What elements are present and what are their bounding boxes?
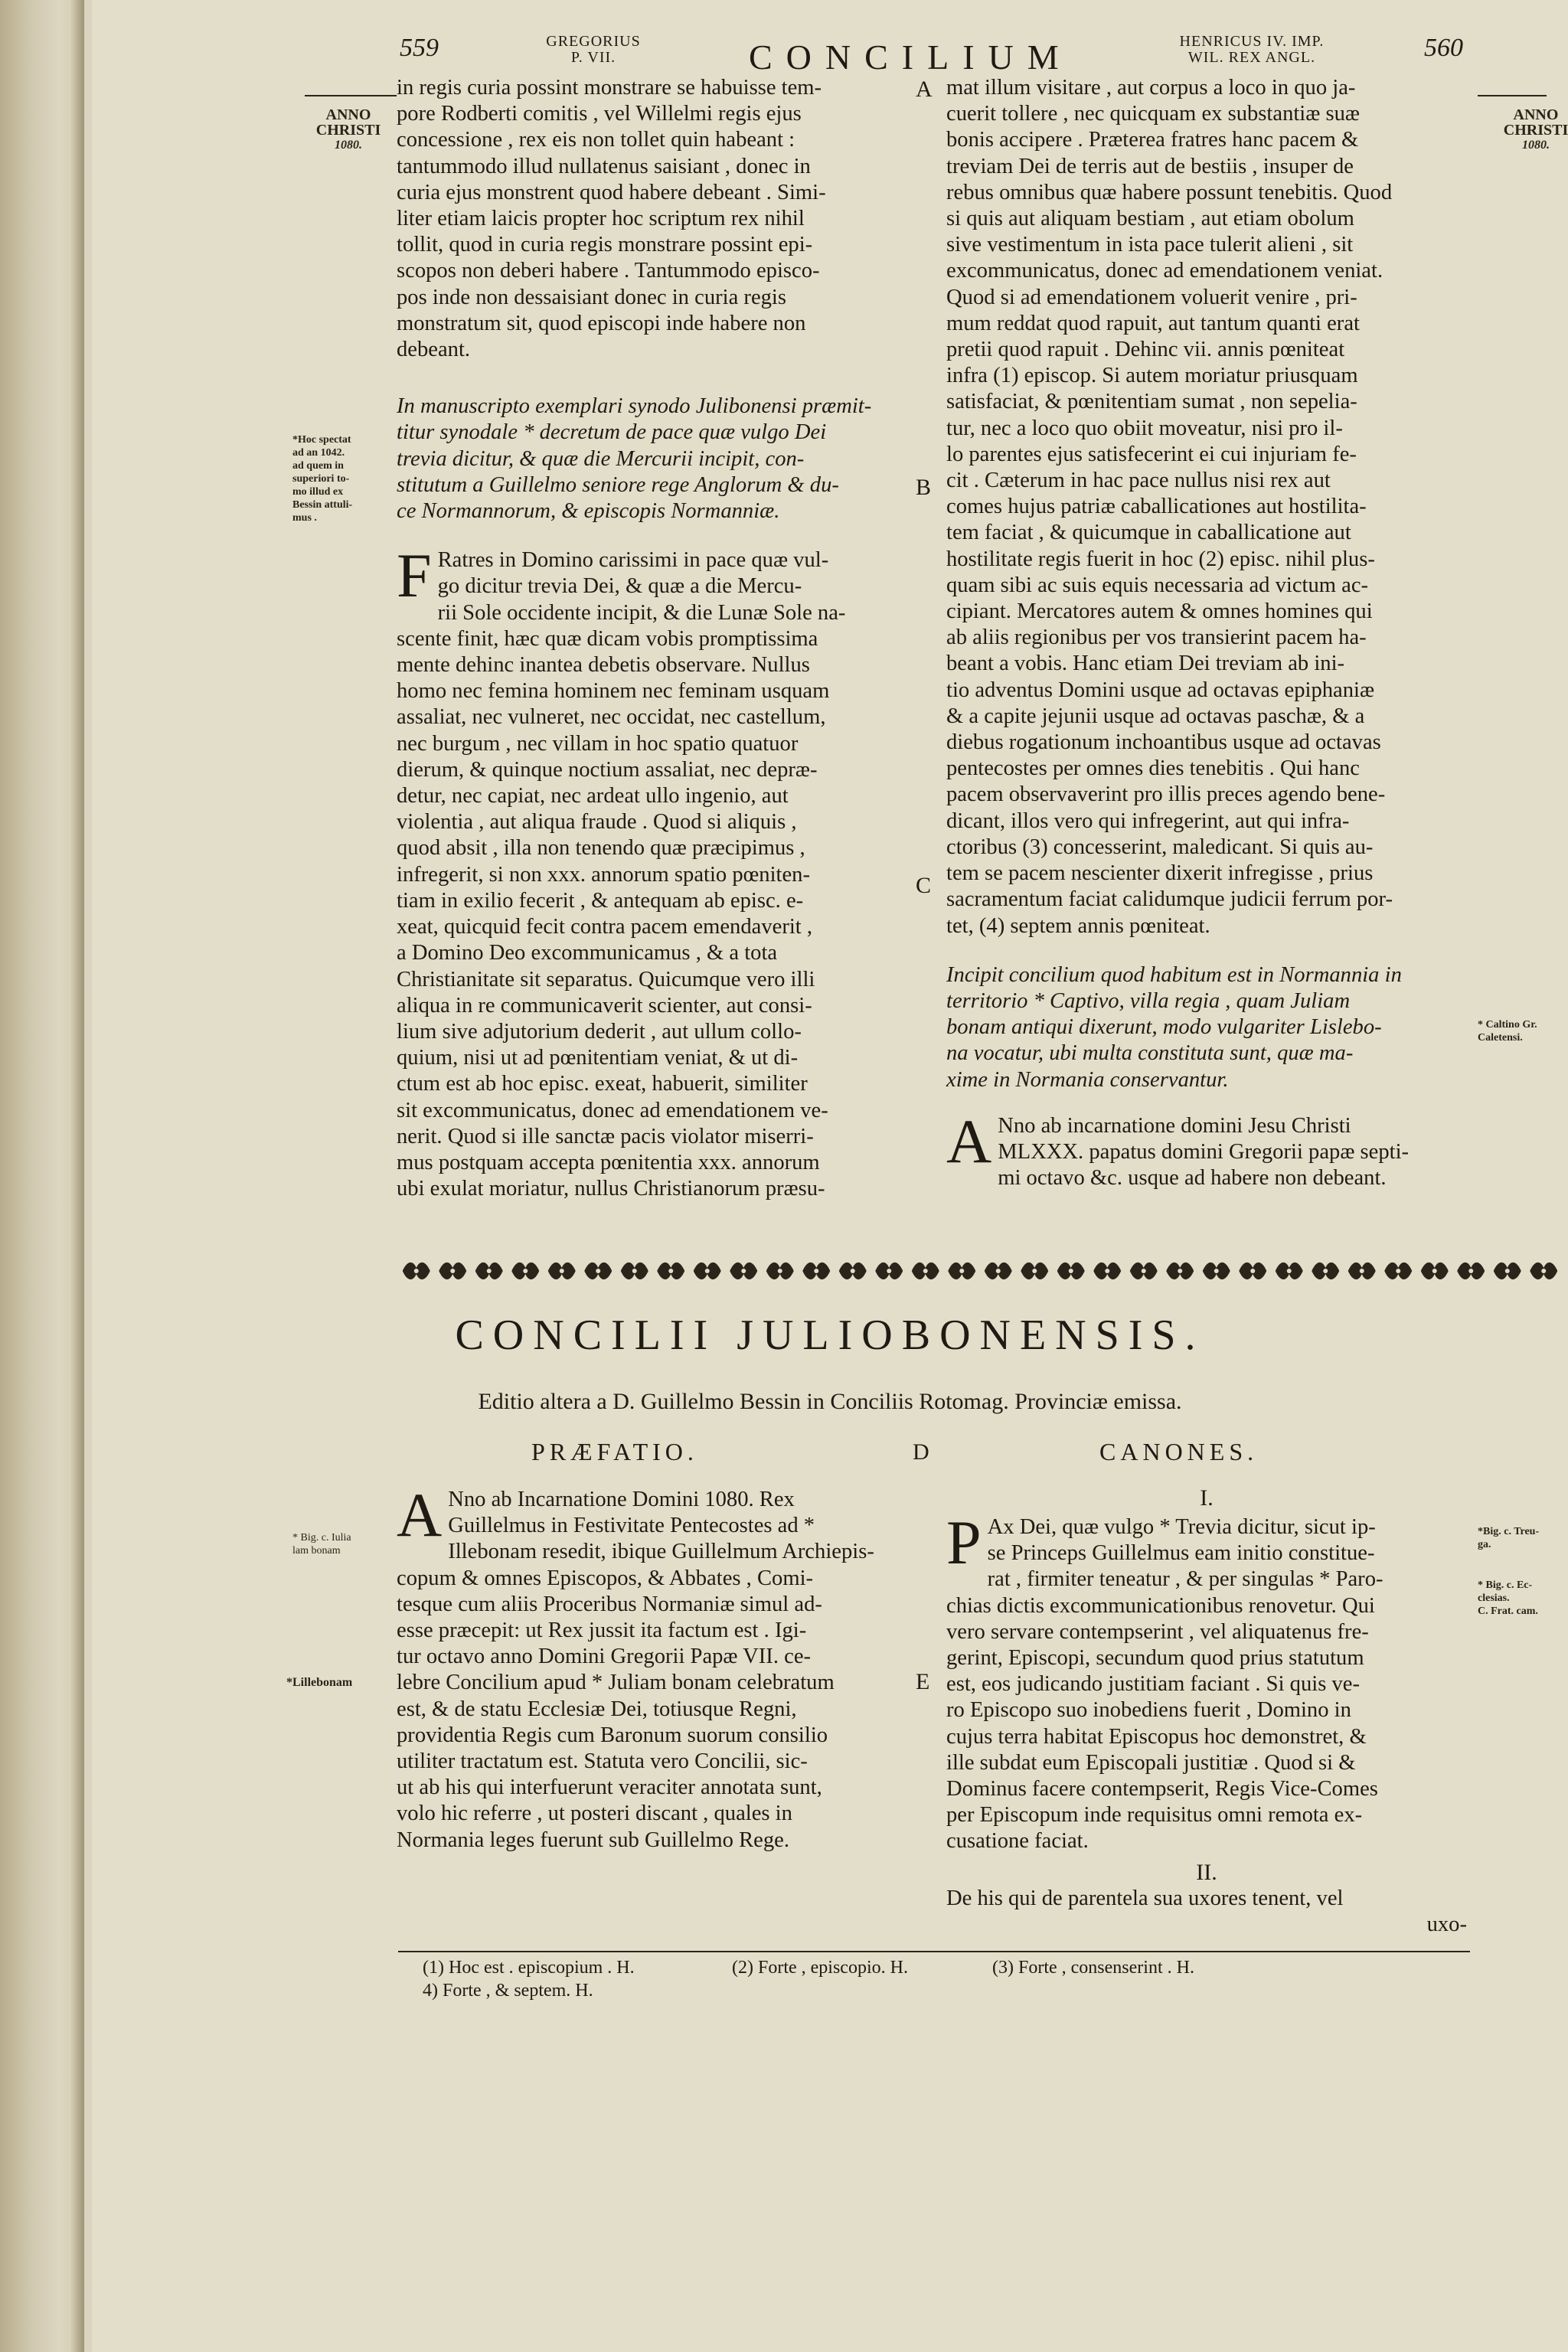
fleuron-icon [548, 1263, 576, 1279]
margin-note-big-julia [292, 1531, 392, 1557]
fleuron-icon [730, 1263, 757, 1279]
dropcap-f: F [397, 541, 432, 611]
text-line: territorio * Captivo, villa regia , quam Juliam [946, 988, 1351, 1013]
fleuron-icon [403, 1263, 430, 1279]
margin-rule-left [305, 95, 397, 96]
text-line: Ax Dei, quæ vulgo * Trevia dicitur, sicut ip- [987, 1515, 1376, 1539]
running-head-left-line2: P. VII. [570, 49, 616, 66]
anno-christi-right [1498, 107, 1568, 153]
fleuron-icon [1239, 1263, 1266, 1279]
text-line: mi octavo &c. usque ad habere non debeant. [998, 1166, 1387, 1191]
hoc-note-5: mo illud ex [292, 486, 344, 498]
big-ecclesias-1: * Big. c. Ec- [1478, 1579, 1533, 1591]
hoc-note-3: ad quem in [292, 460, 344, 472]
text-line: xime in Normania conservantur. [946, 1067, 1229, 1092]
running-head-right [1156, 34, 1348, 66]
fleuron-icon [1457, 1263, 1485, 1279]
text-line: debeant. [397, 338, 471, 362]
hoc-note-7: mus . [292, 512, 317, 524]
big-ecclesias-3: C. Frat. cam. [1478, 1606, 1538, 1617]
text-line: per Episcopum inde requisitus omni remota ex- [946, 1803, 1363, 1828]
text-line: hostilitate regis fuerit in hoc (2) episc. nihil plus- [946, 547, 1375, 571]
footnote-3: (3) Forte , consenserint . H. [992, 1958, 1194, 1978]
fleuron-icon [912, 1263, 939, 1279]
text-line: tet, (4) septem annis pœniteat. [946, 913, 1210, 938]
text-line: pretii quod rapuit . Dehinc vii. annis pœniteat [946, 338, 1345, 362]
text-line: monstratum sit, quod episcopi inde habere non [397, 311, 806, 335]
text-line: stitutum a Guillelmo seniore rege Anglorum & du- [397, 472, 839, 497]
text-line: infregerit, si non xxx. annorum spatio pœniten- [397, 862, 811, 887]
right-column [946, 75, 1468, 1191]
fleuron-icon [1093, 1263, 1121, 1279]
text-line: Incipit concilium quod habitum est in Normannia in [946, 962, 1402, 987]
text-line: Nno ab incarnatione domini Jesu Christi [998, 1113, 1351, 1138]
text-line: tantummodo illud nullatenus saisiant , donec in [397, 154, 811, 178]
fleuron-icon [1530, 1263, 1557, 1279]
fleuron-icon [1203, 1263, 1230, 1279]
text-line: & a capite jejunii usque ad octavas paschæ, & a [946, 704, 1365, 728]
fleuron-icon [657, 1263, 684, 1279]
text-line: se Princeps Guillelmus eam initio constitue- [987, 1541, 1375, 1566]
left-decree-paragraph [397, 541, 911, 1202]
text-line: copum & omnes Episcopos, & Abbates , Comi- [397, 1566, 814, 1590]
text-line: nerit. Quod si ille sanctæ pacis violator miserri- [397, 1124, 814, 1148]
fleuron-icon [584, 1263, 612, 1279]
running-head-left [536, 34, 651, 66]
text-line: Guillelmus in Festivitate Pentecostes ad * [448, 1514, 815, 1538]
fleuron-icon [766, 1263, 794, 1279]
text-line: homo nec femina hominem nec feminam usquam [397, 679, 830, 704]
running-head-left-line1: GREGORIUS [546, 33, 641, 50]
text-line: satisfaciat, & pœnitentiam sumat , non sepelia- [946, 390, 1357, 414]
text-line: gerint, Episcopi, secundum quod prius statutum [946, 1646, 1364, 1671]
margin-rule-right [1478, 95, 1547, 96]
big-julia-2: lam bonam [292, 1545, 341, 1557]
text-line: violentia , aut aliqua fraude . Quod si aliquis , [397, 810, 797, 835]
text-line: excommunicatus, donec ad emendationem veniat. [946, 259, 1383, 283]
text-line: ce Normannorum, & episcopis Normanniæ. [397, 499, 780, 524]
text-line: mum reddat quod rapuit, aut tantum quanti erat [946, 311, 1360, 335]
text-line: vero servare contempserint , vel aliquatenus fre- [946, 1619, 1369, 1644]
fleuron-icon [1021, 1263, 1048, 1279]
text-line: pentecostes per omnes dies tenebitis . Qui hanc [946, 756, 1360, 781]
text-line: lebre Concilium apud * Juliam bonam celebratum [397, 1671, 835, 1695]
text-line: curia ejus monstrent quod habere debeant . Simi- [397, 180, 826, 204]
text-line: xeat, quicquid fecit contra pacem emendaverit , [397, 915, 813, 939]
canon-number-ii: II. [1196, 1859, 1217, 1885]
canones-column [946, 1485, 1467, 1938]
anno-right-1: ANNO [1513, 106, 1559, 123]
fleuron-icon [1057, 1263, 1085, 1279]
text-line: sit excommunicatus, donec ad emendationem ve- [397, 1098, 828, 1122]
margin-note-caltino [1478, 1018, 1562, 1044]
fleuron-icon [1421, 1263, 1449, 1279]
text-line: bonis accipere . Præterea fratres hanc pacem & [946, 128, 1359, 152]
fleuron-icon [1384, 1263, 1412, 1279]
text-line: mat illum visitare , aut corpus a loco in quo ja- [946, 76, 1356, 100]
fleuron-icon [1494, 1263, 1521, 1279]
canon-number-i: I. [1200, 1485, 1214, 1511]
text-line: sacramentum faciat calidumque judicii ferrum por- [946, 887, 1393, 912]
text-line: est, eos judicando justitiam faciant . Si quis ve- [946, 1672, 1361, 1697]
text-line: tur, nec a loco quo obiit moveatur, nisi pro il- [946, 416, 1343, 440]
canon-ii-paragraph [946, 1886, 1467, 1938]
anno-left-2: CHRISTI [315, 122, 381, 139]
fleuron-icon [985, 1263, 1012, 1279]
text-line: lium sive adjutorium dederit , aut ullum collo- [397, 1019, 802, 1044]
big-ecclesias-2: clesias. [1478, 1592, 1510, 1604]
fleuron-icon [875, 1263, 903, 1279]
text-line: cujus terra habitat Episcopus hoc demonstret, & [946, 1724, 1367, 1749]
text-line: diebus rogationum inchoantibus usque ad octavas [946, 730, 1381, 755]
text-line: dicant, illos vero qui infregerint, aut qui infra- [946, 808, 1350, 833]
text-line: ctoribus (3) concesserint, maledicant. Si quis au- [946, 835, 1374, 859]
text-line: mente dehinc inantea debetis observare. Nullus [397, 653, 810, 678]
anno-christi-left [306, 107, 390, 153]
fleuron-icon [839, 1263, 867, 1279]
text-line: est, & de statu Ecclesiæ Dei, totiusque Regni, [397, 1697, 797, 1721]
text-line: mus postquam accepta pœnitentia xxx. annorum [397, 1150, 820, 1174]
ornament-band [398, 1256, 1562, 1286]
text-line: scente finit, hæc quæ dicam vobis promptissima [397, 626, 818, 651]
editio-subtitle: Editio altera a D. Guillelmo Bessin in Conciliis Rotomag. Provinciæ emissa. [478, 1389, 1182, 1414]
text-line: ab aliis regionibus per vos transierint pacem ha- [946, 626, 1367, 650]
footnote-1: (1) Hoc est . episcopium . H. [423, 1958, 635, 1978]
text-line: cuerit tollere , nec quicquam ex substantiæ suæ [946, 102, 1360, 126]
right-anno-paragraph [946, 1106, 1468, 1192]
text-line: quod absit , illa non tenendo quæ præcipimus , [397, 836, 805, 861]
text-line: na vocatur, ubi multa constituta sunt, quæ ma- [946, 1041, 1354, 1066]
hoc-note-1: *Hoc spectat [292, 434, 351, 446]
fleuron-icon [439, 1263, 466, 1279]
fleuron-icon [948, 1263, 975, 1279]
fleuron-icon [1130, 1263, 1158, 1279]
footnote-rule [398, 1951, 1470, 1952]
text-line: aliqua in re communicaverit scienter, aut consi- [397, 993, 812, 1018]
text-line: quium, nisi ut ad pœnitentiam veniat, & ut di- [397, 1046, 799, 1070]
page-number-right: 560 [1424, 34, 1463, 62]
text-line: ctum est ab hoc episc. exeat, habuerit, similiter [397, 1072, 808, 1096]
text-line: titur synodale * decretum de pace quæ vulgo Dei [397, 420, 827, 445]
text-line: lo parentes ejus satisfecerint ei cui injuriam fe- [946, 442, 1357, 466]
text-line: De his qui de parentela sua uxores tenent, vel [946, 1886, 1344, 1910]
text-line: tur octavo anno Domini Gregorii Papæ VII. ce- [397, 1645, 812, 1669]
anno-left-3: 1080. [335, 139, 362, 152]
text-line: Ratres in Domino carissimi in pace quæ vul- [437, 548, 829, 573]
text-line: ro Episcopo suo inobediens fuerit , Domino in [946, 1698, 1351, 1723]
text-line: cipiant. Mercatores autem & omnes homines qui [946, 599, 1373, 624]
praefatio-heading: PRÆFATIO. [531, 1438, 698, 1465]
section-letter-c: C [916, 873, 932, 898]
page-title: CONCILIUM [749, 38, 1073, 77]
margin-note-big-ecclesias [1478, 1579, 1562, 1618]
margin-note-big-treuga [1478, 1525, 1562, 1551]
running-head-right-line1: HENRICUS IV. IMP. [1179, 33, 1325, 50]
text-line: concessione , rex eis non tollet quin habeant : [397, 128, 795, 152]
footnote-2: (2) Forte , episcopio. H. [732, 1958, 908, 1978]
caltino-1: * Caltino Gr. [1478, 1019, 1537, 1031]
text-line: Dominus facere contempserit, Regis Vice-Comes [946, 1777, 1378, 1802]
caltino-2: Caletensi. [1478, 1032, 1523, 1044]
text-line: cit . Cæterum in hac pace nullus nisi rex aut [946, 469, 1331, 493]
text-line: pore Rodberti comitis , vel Willelmi regis ejus [397, 102, 802, 126]
text-line: detur, nec capiat, nec ardeat ullo ingenio, aut [397, 784, 789, 808]
text-line: comes hujus patriæ caballicationes aut hostilita- [946, 495, 1367, 519]
section-letter-e: E [916, 1669, 930, 1694]
anno-right-2: CHRISTI [1503, 122, 1568, 139]
canones-heading: CANONES. [1099, 1438, 1259, 1465]
text-line: si quis aut aliquam bestiam , aut etiam obolum [946, 207, 1354, 231]
text-line: utiliter tractatum est. Statuta vero Concilii, sic- [397, 1749, 808, 1774]
praefatio-paragraph [397, 1480, 902, 1854]
text-line: volo hic referre , ut posteri discant , quales in [397, 1802, 792, 1826]
text-line: rii Sole occidente incipit, & die Lunæ Sole na- [437, 600, 846, 625]
text-line: Illebonam resedit, ibique Guillelmum Archiepis- [448, 1540, 874, 1564]
canon-i-paragraph [946, 1508, 1467, 1855]
text-line: dierum, & quinque noctium assaliat, nec depræ- [397, 757, 818, 782]
book-gutter [69, 0, 84, 2352]
fleuron-icon [694, 1263, 721, 1279]
anno-left-1: ANNO [325, 106, 371, 123]
text-line: Nno ab Incarnatione Domini 1080. Rex [448, 1488, 795, 1511]
document-page [92, 0, 1568, 2352]
text-line: quam sibi ac suis equis necessaria ad victum ac- [946, 573, 1369, 597]
fleuron-icon [1312, 1263, 1339, 1279]
text-line: in regis curia possint monstrare se habuisse tem- [397, 76, 822, 100]
text-line: Christianitate sit separatus. Quicumque vero illi [397, 967, 815, 991]
text-line: tio adventus Domini usque ad octavas epiphaniæ [946, 678, 1375, 702]
text-line: trevia dicitur, & quæ die Mercurii incipit, con- [397, 446, 805, 471]
left-italic-intro [397, 394, 911, 524]
fleuron-icon [1276, 1263, 1303, 1279]
text-line: scopos non deberi habere . Tantummodo episco- [397, 259, 820, 283]
text-line: esse præcepit: ut Rex jussit ita factum est . Igi- [397, 1619, 807, 1643]
hoc-note-6: Bessin attuli- [292, 499, 353, 511]
concilii-title: CONCILII JULIOBONENSIS. [455, 1312, 1205, 1359]
text-line: chias dictis excommunicationibus renovetur. Qui [946, 1593, 1375, 1618]
hoc-note-4: superiori to- [292, 473, 350, 485]
hoc-note-2: ad an 1042. [292, 447, 345, 459]
text-line: beant a vobis. Hanc etiam Dei treviam ab ini- [946, 652, 1345, 676]
right-paragraph [946, 75, 1468, 939]
text-line: sive vestimentum in ista pace tulerit alieni , sit [946, 233, 1354, 257]
text-line: providentia Regis cum Baronum suorum consilio [397, 1723, 828, 1747]
dropcap-canon: P [946, 1508, 982, 1577]
text-line: rebus omnibus quæ habere possunt tenebitis. Quod [946, 180, 1393, 204]
fleuron-icon [621, 1263, 648, 1279]
text-line: nec burgum , nec villam in hoc spatio quatuor [397, 731, 799, 756]
text-line: In manuscripto exemplari synodo Julibonensi præmit- [397, 394, 872, 419]
text-line: assaliat, nec vulneret, nec occidat, nec castellum, [397, 705, 826, 730]
big-julia-1: * Big. c. Iulia [292, 1532, 351, 1544]
text-line: Quod si ad emendationem voluerit venire , pri- [946, 285, 1357, 309]
text-line: go dicitur trevia Dei, & quæ a die Mercu- [437, 574, 802, 599]
text-line: pos inde non dessaisiant donec in curia regis [397, 285, 787, 309]
text-line: ubi exulat moriatur, nullus Christianorum præsu- [397, 1177, 825, 1201]
left-column [397, 75, 911, 1202]
fleuron-icon [475, 1263, 503, 1279]
fleuron-icon [1166, 1263, 1194, 1279]
text-line: tem faciat , & quicumque in caballicatione aut [946, 521, 1351, 545]
big-treuga-2: ga. [1478, 1539, 1491, 1550]
text-line: MLXXX. papatus domini Gregorii papæ septi- [998, 1139, 1410, 1164]
text-line: tollit, quod in curia regis monstrare possint epi- [397, 233, 813, 257]
text-line: tiam in exilio fecerit , & antequam ab episc. e- [397, 888, 804, 913]
anno-right-3: 1080. [1522, 139, 1550, 152]
text-line: tem se pacem nescienter dixerit infregisse , prius [946, 861, 1374, 886]
text-line: cusatione faciat. [946, 1829, 1089, 1854]
dropcap-praefatio: A [397, 1480, 443, 1550]
section-letter-b: B [916, 475, 932, 500]
fleuron-icon [802, 1263, 830, 1279]
text-line: rat , firmiter teneatur , & per singulas * Paro- [987, 1567, 1383, 1592]
book-page-edge [0, 0, 84, 2352]
fleuron-icon [511, 1263, 539, 1279]
text-line: a Domino Deo excommunicamus , & a tota [397, 941, 778, 965]
text-line: pacem observaverint pro illis preces agendo bene- [946, 782, 1386, 807]
text-line: ut ab his qui interfuerunt veraciter annotata sunt, [397, 1775, 822, 1800]
text-line: uxo- [1426, 1912, 1467, 1936]
footnote-4: 4) Forte , & septem. H. [423, 1981, 593, 2001]
section-letter-a: A [916, 77, 933, 102]
text-line: infra (1) episcop. Si autem moriatur priusquam [946, 364, 1358, 388]
big-treuga-1: *Big. c. Treu- [1478, 1526, 1540, 1537]
running-head-right-line2: WIL. REX ANGL. [1187, 49, 1316, 66]
text-line: bonam antiqui dixerunt, modo vulgariter Lislebo- [946, 1015, 1382, 1040]
text-line: ille subdat eum Episcopali justitiæ . Quod si & [946, 1750, 1356, 1775]
text-line: tesque cum aliis Proceribus Normaniæ simul ad- [397, 1592, 822, 1616]
right-italic-incipit [946, 962, 1468, 1093]
text-line: liter etiam laicis propter hoc scriptum rex nihil [397, 207, 805, 231]
fleuron-icon [1348, 1263, 1376, 1279]
text-line: treviam Dei de terris aut de bestiis , insuper de [946, 154, 1354, 178]
left-top-paragraph [397, 75, 911, 363]
dropcap-a: A [946, 1106, 992, 1176]
margin-note-hoc [292, 433, 392, 524]
section-letter-d: D [913, 1439, 929, 1465]
margin-note-lillebonam: *Lillebonam [286, 1676, 353, 1689]
page-number-left: 559 [400, 34, 439, 62]
text-line: Normania leges fuerunt sub Guillelmo Rege. [397, 1828, 789, 1852]
